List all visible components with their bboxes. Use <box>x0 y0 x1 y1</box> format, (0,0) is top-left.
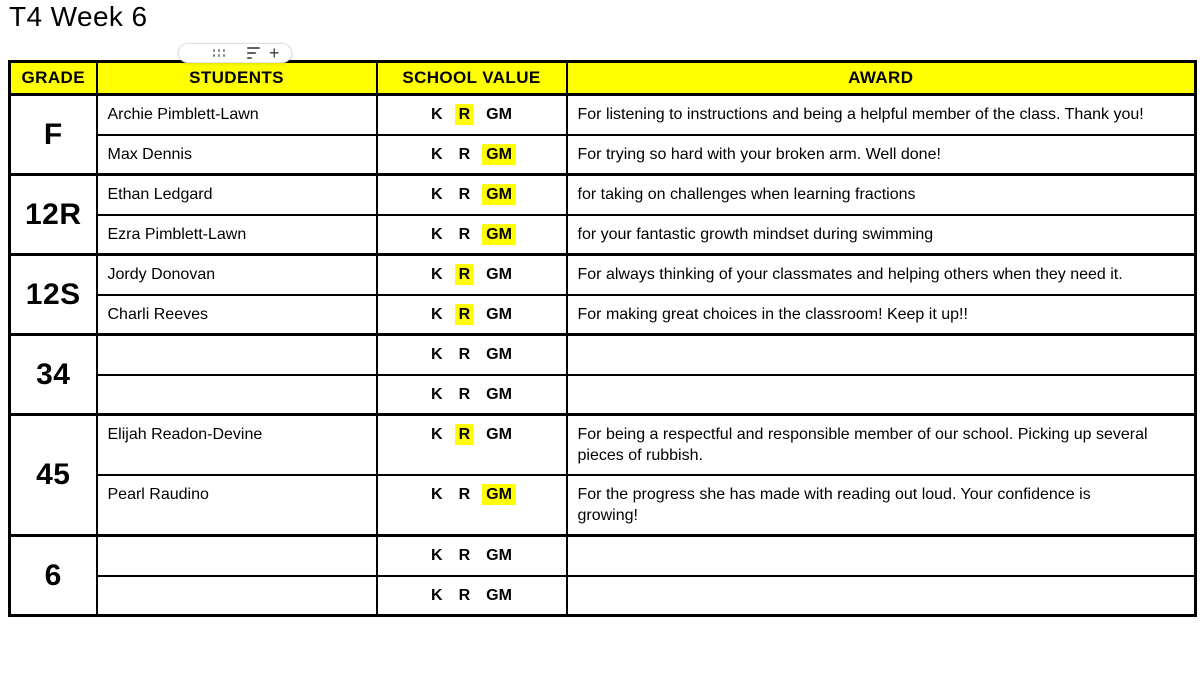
award-cell[interactable] <box>567 215 1196 255</box>
school-value-letter: R <box>458 586 471 604</box>
award-text: for taking on challenges when learning fractions <box>577 186 916 203</box>
award-text: For being a respectful and responsible member of our school. Picking up several pieces of rubbish. <box>577 426 1148 465</box>
student-cell[interactable]: Max Dennis <box>97 135 377 175</box>
school-value-letter-highlighted: GM <box>482 184 516 205</box>
award-text: for your fantastic growth mindset during swimming <box>577 225 934 243</box>
award-text: For always thinking of your classmates and helping others when they need it. <box>577 266 1123 283</box>
table-row <box>10 295 1196 335</box>
grade-cell[interactable]: 34 <box>10 335 97 415</box>
student-cell[interactable] <box>97 576 377 616</box>
school-value-letter: R <box>458 225 471 243</box>
column-header-students[interactable]: STUDENTS <box>97 62 377 95</box>
award-cell[interactable] <box>567 135 1196 175</box>
grade-cell[interactable]: 45 <box>10 415 97 536</box>
grade-cell[interactable]: 6 <box>10 536 97 616</box>
school-value-letter-highlighted: R <box>455 264 475 285</box>
school-value-letter: K <box>431 426 443 443</box>
school-value-letter: K <box>431 186 443 203</box>
school-value-letter: GM <box>486 266 512 283</box>
award-cell[interactable] <box>567 475 1196 536</box>
school-value-letter: R <box>458 486 471 504</box>
school-value-cell[interactable] <box>377 335 567 375</box>
table-row <box>10 475 1196 536</box>
award-cell[interactable] <box>567 255 1196 295</box>
school-value-letter: GM <box>486 106 512 123</box>
student-cell[interactable]: Jordy Donovan <box>97 255 377 295</box>
table-controls <box>178 43 292 63</box>
school-value-cell[interactable] <box>377 215 567 255</box>
school-value-letter: R <box>458 346 471 363</box>
award-cell[interactable] <box>567 335 1196 375</box>
table-row <box>10 415 1196 476</box>
student-cell[interactable]: Pearl Raudino <box>97 475 377 536</box>
school-value-letter: K <box>431 106 443 123</box>
school-value-letter: K <box>431 225 443 243</box>
school-value-cell[interactable] <box>377 135 567 175</box>
table-row <box>10 255 1196 295</box>
table-header-row <box>10 62 1196 95</box>
table-row <box>10 95 1196 135</box>
table-row <box>10 135 1196 175</box>
school-value-letter-highlighted: GM <box>482 484 516 505</box>
student-cell[interactable] <box>97 536 377 576</box>
table-row <box>10 375 1196 415</box>
school-value-letter: GM <box>486 586 512 604</box>
school-value-letter: K <box>431 385 443 403</box>
school-value-letter-highlighted: GM <box>482 144 516 165</box>
student-cell[interactable]: Archie Pimblett-Lawn <box>97 95 377 135</box>
awards-table-body <box>10 95 1196 616</box>
student-cell[interactable]: Charli Reeves <box>97 295 377 335</box>
column-header-school-value[interactable]: SCHOOL VALUE <box>377 62 567 95</box>
award-text: For trying so hard with your broken arm. Well done! <box>577 145 941 163</box>
student-cell[interactable]: Ezra Pimblett-Lawn <box>97 215 377 255</box>
table-row <box>10 536 1196 576</box>
school-value-letter: K <box>431 305 443 323</box>
add-row-icon[interactable]: + <box>269 43 280 63</box>
column-header-grade[interactable]: GRADE <box>10 62 97 95</box>
sort-icon[interactable] <box>247 47 260 59</box>
school-value-letter: GM <box>486 305 512 323</box>
school-value-cell[interactable] <box>377 95 567 135</box>
school-value-cell[interactable] <box>377 255 567 295</box>
school-value-letter: GM <box>486 426 512 443</box>
awards-table <box>8 60 1197 617</box>
school-value-letter-highlighted: R <box>455 424 475 445</box>
grade-cell[interactable]: F <box>10 95 97 175</box>
school-value-letter: K <box>431 145 443 163</box>
school-value-letter-highlighted: R <box>455 304 475 325</box>
school-value-cell[interactable] <box>377 375 567 415</box>
school-value-letter: R <box>458 186 471 203</box>
award-cell[interactable] <box>567 576 1196 616</box>
award-cell[interactable] <box>567 375 1196 415</box>
table-row <box>10 335 1196 375</box>
grade-cell[interactable]: 12S <box>10 255 97 335</box>
award-text: For listening to instructions and being a helpful member of the class. Thank you! <box>577 106 1144 123</box>
page-title: T4 Week 6 <box>9 1 148 32</box>
school-value-letter: K <box>431 547 443 565</box>
award-cell[interactable] <box>567 95 1196 135</box>
student-cell[interactable]: Elijah Readon-Devine <box>97 415 377 476</box>
school-value-cell[interactable] <box>377 576 567 616</box>
school-value-letter: GM <box>486 346 512 363</box>
school-value-cell[interactable] <box>377 475 567 536</box>
table-row <box>10 576 1196 616</box>
drag-handle-icon[interactable] <box>212 49 226 58</box>
grade-cell[interactable]: 12R <box>10 175 97 255</box>
table-row <box>10 175 1196 215</box>
school-value-letter: K <box>431 346 443 363</box>
award-cell[interactable] <box>567 536 1196 576</box>
award-text: For making great choices in the classroom! Keep it up!! <box>577 305 968 323</box>
award-cell[interactable] <box>567 295 1196 335</box>
school-value-letter-highlighted: GM <box>482 224 516 245</box>
school-value-cell[interactable] <box>377 295 567 335</box>
school-value-letter: K <box>431 266 443 283</box>
school-value-letter-highlighted: R <box>455 104 475 125</box>
school-value-cell[interactable] <box>377 415 567 476</box>
award-cell[interactable] <box>567 175 1196 215</box>
award-text: For the progress she has made with reading out loud. Your confidence is growing! <box>577 486 1091 525</box>
column-header-award[interactable]: AWARD <box>567 62 1196 95</box>
school-value-letter: R <box>458 145 471 163</box>
school-value-cell[interactable] <box>377 536 567 576</box>
student-cell[interactable]: Ethan Ledgard <box>97 175 377 215</box>
school-value-letter: R <box>458 547 471 565</box>
table-row <box>10 215 1196 255</box>
student-cell[interactable] <box>97 375 377 415</box>
school-value-letter: K <box>431 486 443 504</box>
school-value-letter: GM <box>486 385 512 403</box>
student-cell[interactable] <box>97 335 377 375</box>
school-value-letter: R <box>458 385 471 403</box>
school-value-letter: K <box>431 586 443 604</box>
school-value-letter: GM <box>486 547 512 565</box>
award-cell[interactable] <box>567 415 1196 476</box>
school-value-cell[interactable] <box>377 175 567 215</box>
